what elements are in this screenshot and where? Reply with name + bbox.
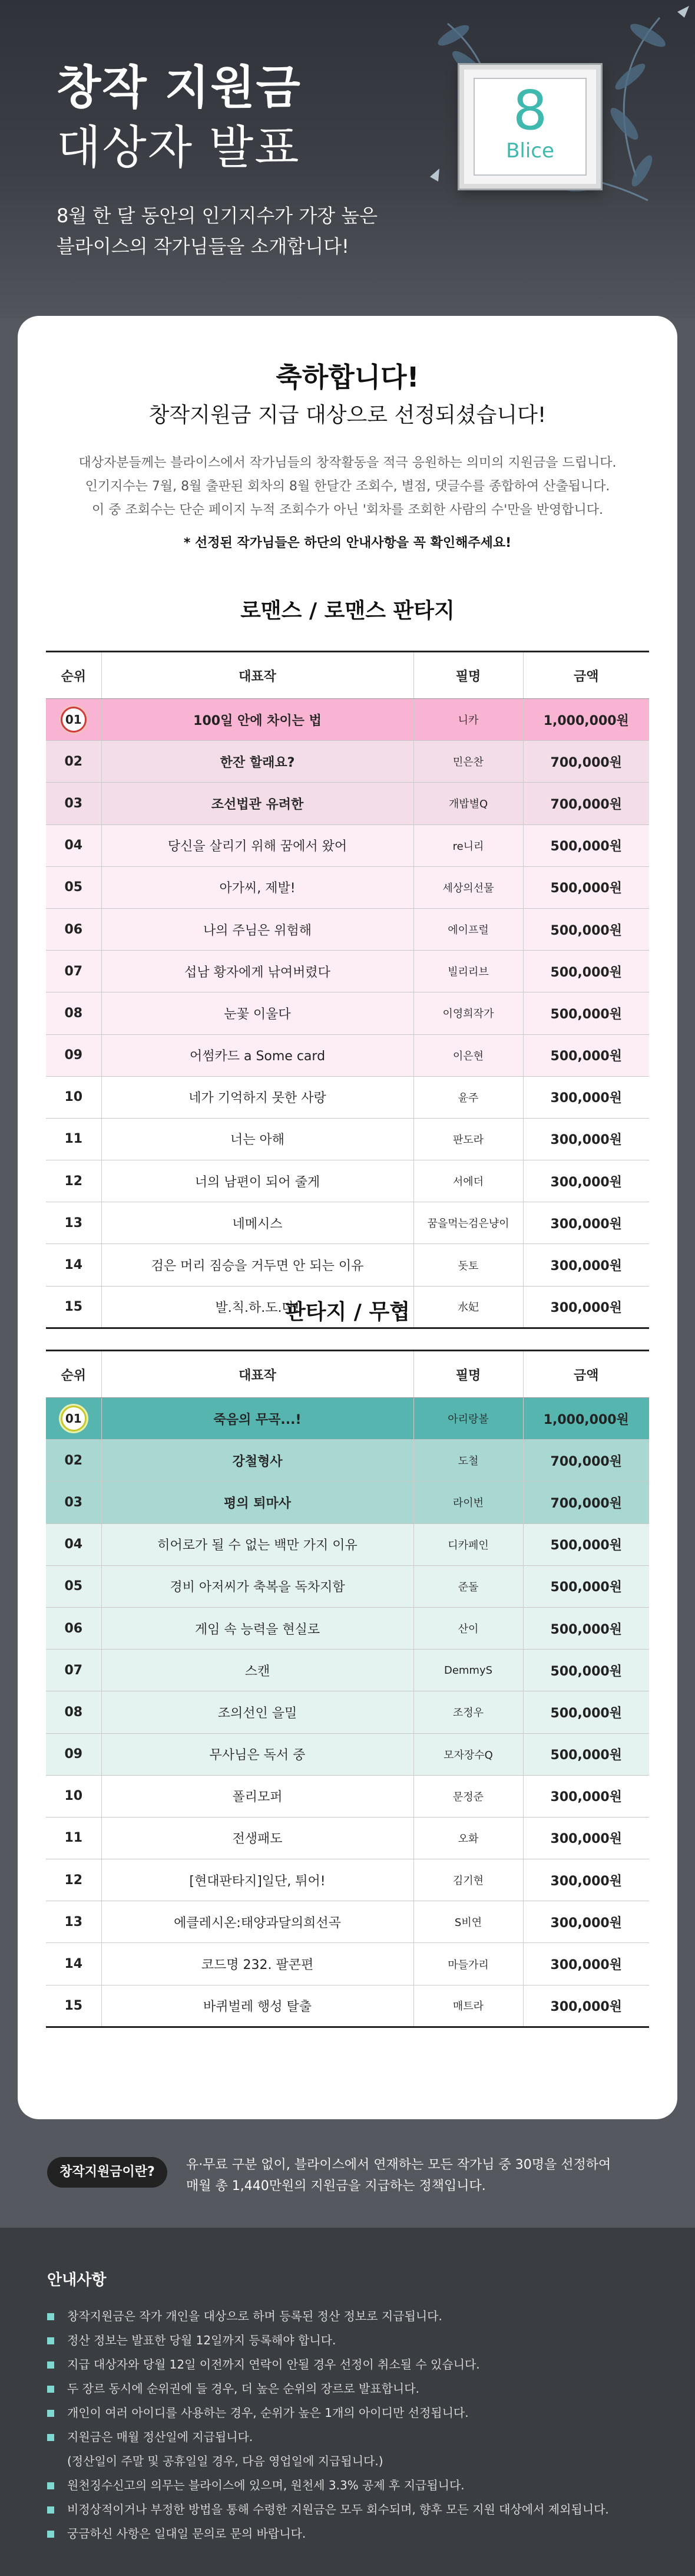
author-cell: 개밥별Q	[413, 783, 523, 824]
work-title-cell: 너의 남편이 되어 줄게	[101, 1160, 413, 1202]
work-title-cell: 검은 머리 짐승을 거두면 안 되는 이유	[101, 1244, 413, 1286]
table-row	[46, 699, 649, 741]
table-row	[46, 824, 649, 866]
guide-item-text: 창작지원금은 작가 개인을 대상으로 하며 등록된 정산 정보로 지급됩니다.	[67, 2309, 442, 2323]
square-bullet-icon	[47, 2506, 54, 2514]
author-cell: 도철	[413, 1440, 523, 1482]
guide-item	[47, 2377, 654, 2401]
rank-cell: 07	[46, 1650, 101, 1691]
hero-subtitle-line: 블라이스의 작가님들을 소개합니다!	[57, 235, 349, 258]
info-text-line: 매월 총 1,440만원의 지원금을 지급하는 정책입니다.	[186, 2179, 486, 2194]
hero-subtitle-line: 8월 한 달 동안의 인기지수가 가장 높은	[57, 205, 378, 227]
rank-cell: 12	[46, 1859, 101, 1901]
author-cell: 에이프럴	[413, 908, 523, 950]
table-row	[46, 741, 649, 783]
info-bar	[0, 2122, 695, 2228]
amount-cell: 300,000원	[523, 1901, 649, 1943]
guide-item	[47, 2473, 654, 2498]
amount-cell: 300,000원	[523, 1118, 649, 1160]
work-title-cell: 어썸카드 a Some card	[101, 1034, 413, 1076]
table-row	[46, 1985, 649, 2027]
amount-cell: 500,000원	[523, 992, 649, 1034]
guide-item	[47, 2425, 654, 2449]
work-title-cell: 한잔 할래요?	[101, 741, 413, 783]
amount-cell: 500,000원	[523, 1523, 649, 1565]
description	[18, 451, 677, 522]
col-header-author: 필명	[413, 652, 523, 699]
amount-cell: 300,000원	[523, 1943, 649, 1985]
description-line: 대상자분들께는 블라이스에서 작가님들의 창작활동을 적극 응원하는 의미의 지원금을 드립니다.	[78, 456, 617, 470]
amount-cell: 500,000원	[523, 1034, 649, 1076]
amount-cell: 500,000원	[523, 1565, 649, 1607]
rank-cell: 06	[46, 908, 101, 950]
square-bullet-icon	[47, 2361, 54, 2369]
romance-section-title: 로맨스 / 로맨스 판타지	[240, 599, 455, 623]
square-bullet-icon	[47, 2313, 54, 2320]
author-cell: 마들가리	[413, 1943, 523, 1985]
table-row	[46, 1775, 649, 1817]
amount-cell: 300,000원	[523, 1076, 649, 1118]
rank-cell: 10	[46, 1775, 101, 1817]
results-card	[18, 316, 677, 2119]
square-bullet-icon	[47, 2337, 54, 2344]
rank-cell: 05	[46, 866, 101, 908]
author-cell: 라이번	[413, 1482, 523, 1523]
hero-badge	[459, 65, 601, 189]
hero-title-line1: 창작 지원금	[57, 61, 302, 114]
guide-list	[47, 2304, 654, 2546]
work-title-cell: 아가씨, 제발!	[101, 866, 413, 908]
table-row	[46, 1523, 649, 1565]
amount-cell: 700,000원	[523, 741, 649, 783]
col-header-author: 필명	[413, 1351, 523, 1398]
rank-cell: 03	[46, 1482, 101, 1523]
rank-cell: 08	[46, 1691, 101, 1733]
table-row	[46, 992, 649, 1034]
fantasy-ranking-table	[46, 1350, 649, 2028]
author-cell: 디카페인	[413, 1523, 523, 1565]
amount-cell: 1,000,000원	[523, 699, 649, 741]
table-row	[46, 1607, 649, 1649]
description-line: 인기지수는 7월, 8월 출판된 회차의 8월 한달간 조회수, 별점, 댓글수를 종합하여 산출됩니다.	[85, 479, 610, 494]
guide-item	[47, 2353, 654, 2377]
info-text-line: 유·무료 구분 없이, 블라이스에서 연재하는 모든 작가님 중 30명을 선정하여	[186, 2158, 611, 2172]
work-title-cell: 게임 속 능력을 현실로	[101, 1607, 413, 1649]
amount-cell: 1,000,000원	[523, 1398, 649, 1440]
rank-cell: 08	[46, 992, 101, 1034]
hero-badge-number: 8	[512, 79, 548, 142]
author-cell: 꿈을먹는검은냥이	[413, 1202, 523, 1244]
work-title-cell: 에클레시온:태양과달의희선곡	[101, 1901, 413, 1943]
table-row	[46, 1244, 649, 1286]
guide-item-text: 원천징수신고의 의무는 블라이스에 있으며, 원천세 3.3% 공제 후 지급됩니다.	[67, 2478, 465, 2492]
amount-cell: 700,000원	[523, 783, 649, 824]
amount-cell: 700,000원	[523, 1440, 649, 1482]
hero-title-line2: 대상자 발표	[57, 121, 300, 174]
hero-subtitle	[57, 200, 504, 262]
rank-cell: 10	[46, 1076, 101, 1118]
author-cell: S비연	[413, 1901, 523, 1943]
author-cell: 김기현	[413, 1859, 523, 1901]
square-bullet-icon	[47, 2482, 54, 2489]
author-cell: 니카	[413, 699, 523, 741]
work-title-cell: 강철형사	[101, 1440, 413, 1482]
amount-cell: 300,000원	[523, 1817, 649, 1859]
author-cell: 아리랑볼	[413, 1398, 523, 1440]
table-row	[46, 1943, 649, 1985]
info-pill-label: 창작지원금이란?	[47, 2157, 167, 2188]
work-title-cell: 네메시스	[101, 1202, 413, 1244]
table-row	[46, 1733, 649, 1775]
hero-badge-brand: Blice	[506, 139, 554, 163]
romance-ranking-table	[46, 651, 649, 1329]
rank-cell: 14	[46, 1244, 101, 1286]
amount-cell: 300,000원	[523, 1775, 649, 1817]
table-header-row	[46, 652, 649, 699]
guide-item	[47, 2522, 654, 2546]
first-place-medal-icon: 01	[61, 1406, 87, 1432]
work-title-cell: 평의 퇴마사	[101, 1482, 413, 1523]
amount-cell: 500,000원	[523, 1733, 649, 1775]
col-header-title: 대표작	[101, 1351, 413, 1398]
square-bullet-icon	[47, 2434, 54, 2441]
author-cell: 민은찬	[413, 741, 523, 783]
table-row	[46, 1398, 649, 1440]
fantasy-rows	[46, 1398, 649, 2027]
work-title-cell: 나의 주님은 위험해	[101, 908, 413, 950]
rank-cell: 11	[46, 1817, 101, 1859]
author-cell: 조정우	[413, 1691, 523, 1733]
amount-cell: 300,000원	[550, 1999, 622, 2014]
guide-item-text: 정산 정보는 발표한 당월 12일까지 등록해야 합니다.	[67, 2333, 336, 2347]
guide-item-text: 지원금은 매월 정산일에 지급됩니다.	[67, 2430, 253, 2444]
work-title-cell: 무사님은 독서 중	[101, 1733, 413, 1775]
square-bullet-icon	[47, 2386, 54, 2393]
table-row	[46, 866, 649, 908]
col-header-title: 대표작	[101, 652, 413, 699]
guide-title: 안내사항	[47, 2271, 107, 2289]
amount-cell: 500,000원	[523, 1691, 649, 1733]
description-line: 이 중 조회수는 단순 페이지 누적 조회수가 아닌 '회차를 조회한 사람의 수'만을 반영합니다.	[91, 503, 604, 517]
table-row	[46, 1202, 649, 1244]
amount-cell: 300,000원	[523, 1244, 649, 1286]
rank-cell: 15	[46, 1985, 101, 2027]
guide-item-text: 개인이 여러 아이디를 사용하는 경우, 순위가 높은 1개의 아이디만 선정됩니다.	[67, 2406, 469, 2420]
work-title-cell: 스캔	[101, 1650, 413, 1691]
rank-cell: 11	[46, 1118, 101, 1160]
amount-cell: 500,000원	[523, 1607, 649, 1649]
work-title-cell: 너는 아해	[101, 1118, 413, 1160]
rank-cell: 03	[46, 783, 101, 824]
table-row	[46, 1118, 649, 1160]
guide-item-text: 지급 대상자와 당월 12일 이전까지 연락이 안될 경우 선정이 취소될 수 있습니다.	[67, 2357, 480, 2371]
table-header-row	[46, 1351, 649, 1398]
work-title-cell: 전생패도	[101, 1817, 413, 1859]
work-title-cell: 경비 아저씨가 축복을 독차지함	[101, 1565, 413, 1607]
table-row	[46, 1901, 649, 1943]
author-cell: 돗토	[413, 1244, 523, 1286]
table-row	[46, 1691, 649, 1733]
work-title-cell: 100일 안에 차이는 법	[101, 699, 413, 741]
work-title-cell: 네가 기억하지 못한 사랑	[101, 1076, 413, 1118]
amount-cell: 300,000원	[523, 1202, 649, 1244]
rank-cell	[46, 699, 101, 741]
rank-cell: 13	[46, 1202, 101, 1244]
rank-cell: 02	[46, 741, 101, 783]
square-bullet-icon	[47, 2410, 54, 2417]
rank-cell: 04	[46, 1523, 101, 1565]
author-cell: 이은현	[413, 1034, 523, 1076]
table-row	[46, 908, 649, 950]
author-cell: 문정준	[413, 1775, 523, 1817]
work-title-cell: 발.칙.하.도.다!	[101, 1286, 413, 1328]
amount-cell: 300,000원	[523, 1160, 649, 1202]
author-cell: DemmyS	[413, 1650, 523, 1691]
author-cell: 매트라	[413, 1985, 523, 2027]
table-row	[46, 1076, 649, 1118]
table-row	[46, 1817, 649, 1859]
guide-section	[0, 2228, 695, 2576]
author-cell: 水妃	[413, 1286, 523, 1328]
work-title-cell: [현대판타지]일단, 튀어!	[101, 1859, 413, 1901]
guide-item	[47, 2498, 654, 2522]
amount-cell: 300,000원	[550, 1300, 622, 1315]
work-title-cell: 히어로가 될 수 없는 백만 가지 이유	[101, 1523, 413, 1565]
work-title-cell: 눈꽃 이울다	[101, 992, 413, 1034]
table-row	[46, 1440, 649, 1482]
work-title-cell: 조의선인 을밀	[101, 1691, 413, 1733]
author-cell: 세상의선물	[413, 866, 523, 908]
square-bullet-icon	[47, 2531, 54, 2538]
work-title-cell: 조선법관 유려한	[101, 783, 413, 824]
col-header-rank: 순위	[46, 1351, 101, 1398]
rank-cell	[46, 1398, 101, 1440]
table-row	[46, 1565, 649, 1607]
table-row	[46, 1160, 649, 1202]
author-cell: 서에더	[413, 1160, 523, 1202]
rank-cell: 04	[46, 824, 101, 866]
rank-cell: 13	[46, 1901, 101, 1943]
first-place-medal-icon: 01	[61, 707, 87, 733]
amount-cell: 500,000원	[523, 824, 649, 866]
guide-item-text: 두 장르 동시에 순위권에 들 경우, 더 높은 순위의 장르로 발표합니다.	[67, 2382, 419, 2396]
rank-cell: 02	[46, 1440, 101, 1482]
work-title-cell: 바퀴벌레 행성 탈출	[101, 1985, 413, 2027]
fantasy-section-title: 판타지 / 무협	[284, 1300, 411, 1324]
rank-cell: 07	[46, 951, 101, 992]
author-cell: 판도라	[413, 1118, 523, 1160]
col-header-rank: 순위	[46, 652, 101, 699]
rank-cell: 05	[46, 1565, 101, 1607]
table-row	[46, 1650, 649, 1691]
congrats-subheading: 창작지원금 지급 대상으로 선정되셨습니다!	[148, 403, 547, 427]
rank-cell: 15	[46, 1286, 101, 1328]
romance-rows	[46, 699, 649, 1328]
hero-banner	[0, 0, 695, 318]
rank-cell: 12	[46, 1160, 101, 1202]
guide-item	[47, 2449, 654, 2473]
guide-item-text: 궁금하신 사항은 일대일 문의로 문의 바랍니다.	[67, 2526, 306, 2541]
table-row	[46, 951, 649, 992]
congrats-heading: 축하합니다!	[276, 361, 419, 393]
table-row	[46, 1034, 649, 1076]
table-row	[46, 783, 649, 824]
author-cell: 모자장수Q	[413, 1733, 523, 1775]
author-cell: 윤주	[413, 1076, 523, 1118]
amount-cell: 500,000원	[523, 908, 649, 950]
guide-item	[47, 2401, 654, 2425]
guide-item-text: (정산일이 주말 및 공휴일일 경우, 다음 영업일에 지급됩니다.)	[67, 2454, 383, 2468]
amount-cell: 500,000원	[523, 1650, 649, 1691]
author-cell: 준돌	[413, 1565, 523, 1607]
work-title-cell: 코드명 232. 팔콘편	[101, 1943, 413, 1985]
rank-cell: 09	[46, 1034, 101, 1076]
amount-cell: 300,000원	[523, 1859, 649, 1901]
notice-text: * 선정된 작가님들은 하단의 안내사항을 꼭 확인해주세요!	[183, 536, 512, 550]
col-header-amount: 금액	[523, 652, 649, 699]
author-cell: re니리	[413, 824, 523, 866]
work-title-cell: 섭남 황자에게 낚여버렸다	[101, 951, 413, 992]
rank-cell: 14	[46, 1943, 101, 1985]
col-header-amount: 금액	[523, 1351, 649, 1398]
author-cell: 빌리리브	[413, 951, 523, 992]
amount-cell: 500,000원	[523, 951, 649, 992]
amount-cell: 500,000원	[523, 866, 649, 908]
author-cell: 오화	[413, 1817, 523, 1859]
work-title-cell: 당신을 살리기 위해 꿈에서 왔어	[101, 824, 413, 866]
work-title-cell: 폴리모퍼	[101, 1775, 413, 1817]
amount-cell: 700,000원	[523, 1482, 649, 1523]
guide-item	[47, 2328, 654, 2353]
author-cell: 이영희작가	[413, 992, 523, 1034]
table-row	[46, 1859, 649, 1901]
guide-item-text: 비정상적이거나 부정한 방법을 통해 수령한 지원금은 모두 회수되며, 향후 모든 지원 대상에서 제외됩니다.	[67, 2502, 609, 2516]
work-title-cell: 죽음의 무곡...!	[101, 1398, 413, 1440]
rank-cell: 09	[46, 1733, 101, 1775]
guide-item	[47, 2304, 654, 2328]
table-row	[46, 1482, 649, 1523]
author-cell: 산이	[413, 1607, 523, 1649]
info-text	[186, 2155, 657, 2197]
rank-cell: 06	[46, 1607, 101, 1649]
